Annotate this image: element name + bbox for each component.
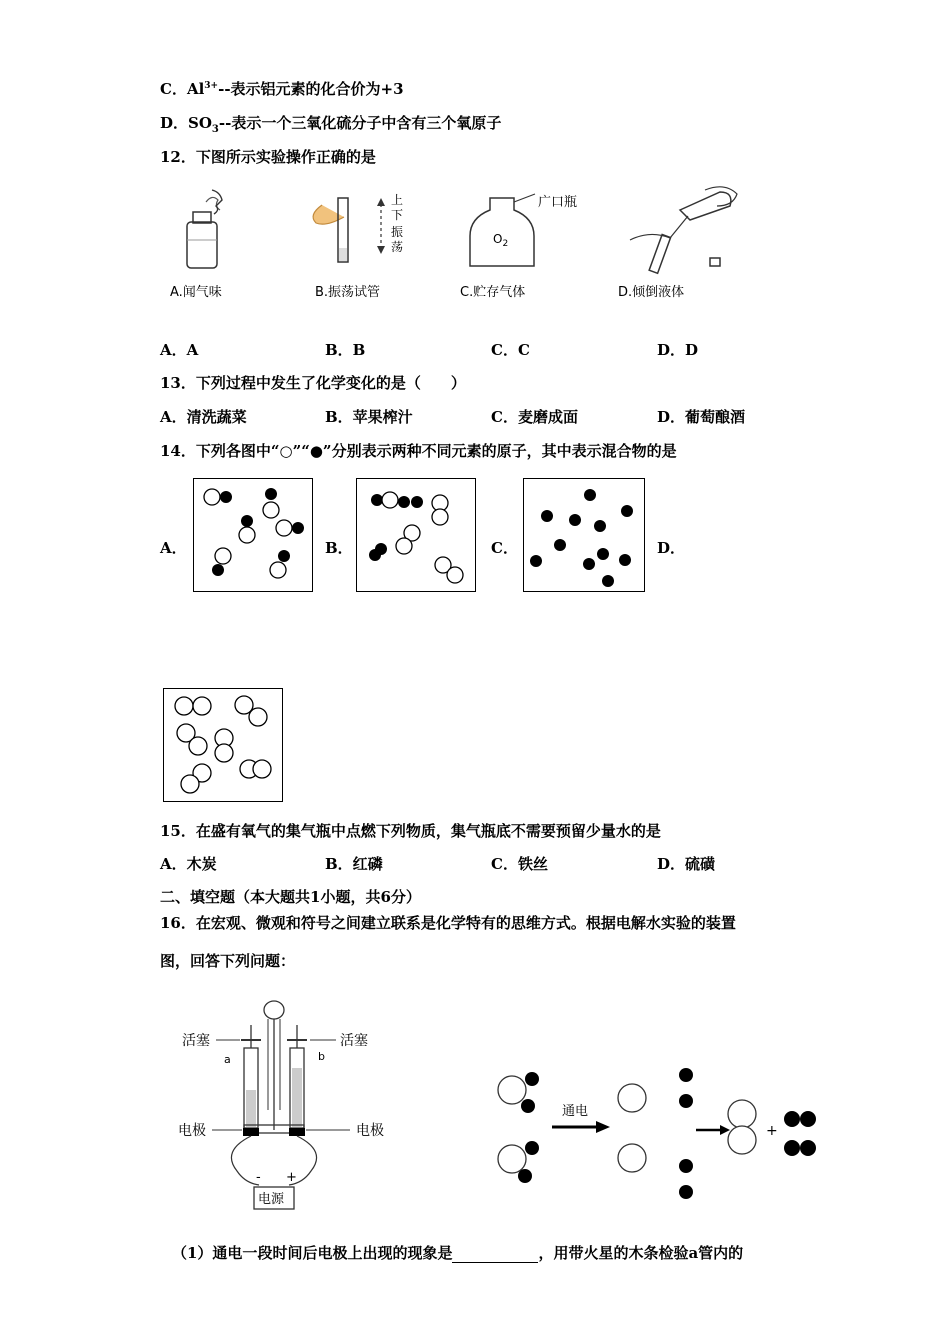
- q13-option-d: D．葡萄酿酒: [657, 408, 746, 426]
- q14-stem: 14．下列各图中“○”“●”分别表示两种不同元素的原子，其中表示混合物的是: [160, 442, 677, 460]
- reaction-diagram: [490, 1060, 830, 1200]
- q15-option-a: A．木炭: [160, 855, 217, 873]
- q16-sub1: （1）通电一段时间后电极上出现的现象是 ，用带火星的木条检验a管内的: [172, 1244, 744, 1262]
- stopcock-right-label: 活塞: [340, 1033, 368, 1049]
- q15-option-d: D．硫磺: [657, 855, 716, 873]
- q12-option-a: A．A: [160, 341, 199, 359]
- tube-a-label: a: [224, 1053, 231, 1066]
- pour-liquid-icon: [630, 187, 737, 273]
- q14-option-d: D．: [657, 539, 686, 557]
- stopcock-left-label: 活塞: [182, 1033, 210, 1049]
- gas-jar-icon: [470, 194, 535, 266]
- fig-label-c: C.贮存气体: [460, 285, 526, 300]
- q12-figure: [160, 180, 780, 310]
- tube-b-label: b: [318, 1050, 325, 1063]
- q13-stem: 13．下列过程中发生了化学变化的是（ ）: [160, 374, 466, 392]
- q14-box-d: [163, 688, 283, 802]
- q15-option-b: B．红磷: [325, 855, 383, 873]
- q12-option-b: B．B: [325, 341, 366, 359]
- arrow-label: 通电: [562, 1104, 589, 1119]
- q14-option-c: C．: [491, 539, 518, 557]
- q15-option-c: C．铁丝: [491, 855, 548, 873]
- fig-label-d: D.倾倒液体: [618, 285, 685, 300]
- power-label: 电源: [258, 1192, 285, 1207]
- q11-option-c: C．$Al^{3+}--$表示铝元素的化合价为+3: [160, 80, 404, 98]
- q14-box-b: [356, 478, 476, 592]
- annot-down: 下: [391, 208, 404, 222]
- q13-option-b: B．苹果榨汁: [325, 408, 413, 426]
- q11-option-d: D．$SO_3--$表示一个三氧化硫分子中含有三个氧原子: [160, 114, 502, 135]
- annot-o2: $O_2$: [493, 232, 509, 249]
- annot-shake: 振: [391, 225, 404, 239]
- answer-blank[interactable]: [452, 1248, 538, 1263]
- shake-tube-icon: [313, 198, 385, 262]
- electrolysis-apparatus: [170, 990, 410, 1215]
- q12-option-c: C．C: [491, 341, 530, 359]
- plus-label: +: [286, 1170, 297, 1185]
- q12-option-d: D．D: [657, 341, 699, 359]
- q15-stem: 15．在盛有氧气的集气瓶中点燃下列物质，集气瓶底不需要预留少量水的是: [160, 822, 661, 840]
- electrode-left-label: 电极: [178, 1123, 206, 1139]
- q16-stem-2: 图，回答下列问题：: [160, 952, 296, 970]
- section-title: 二、填空题（本大题共1小题，共6分）: [160, 888, 421, 906]
- q13-option-c: C．麦磨成面: [491, 408, 578, 426]
- minus-label: -: [256, 1170, 261, 1185]
- q14-option-b: B．: [325, 539, 353, 557]
- annot-up: 上: [391, 193, 404, 207]
- q12-stem: 12．下图所示实验操作正确的是: [160, 148, 376, 166]
- fig-label-b: B.振荡试管: [315, 285, 381, 300]
- electrode-right-label: 电极: [356, 1123, 384, 1139]
- q14-box-c: [523, 478, 645, 592]
- annot-jar: 广口瓶: [538, 195, 578, 210]
- q14-box-a: [193, 478, 313, 592]
- smell-bottle-icon: [187, 190, 222, 268]
- plus-sign: +: [766, 1123, 778, 1139]
- q16-stem-1: 16．在宏观、微观和符号之间建立联系是化学特有的思维方式。根据电解水实验的装置: [160, 914, 736, 932]
- q14-option-a: A．: [160, 539, 187, 557]
- q13-option-a: A．清洗蔬菜: [160, 408, 247, 426]
- annot-shake-2: 荡: [391, 240, 404, 254]
- fig-label-a: A.闻气味: [170, 285, 222, 300]
